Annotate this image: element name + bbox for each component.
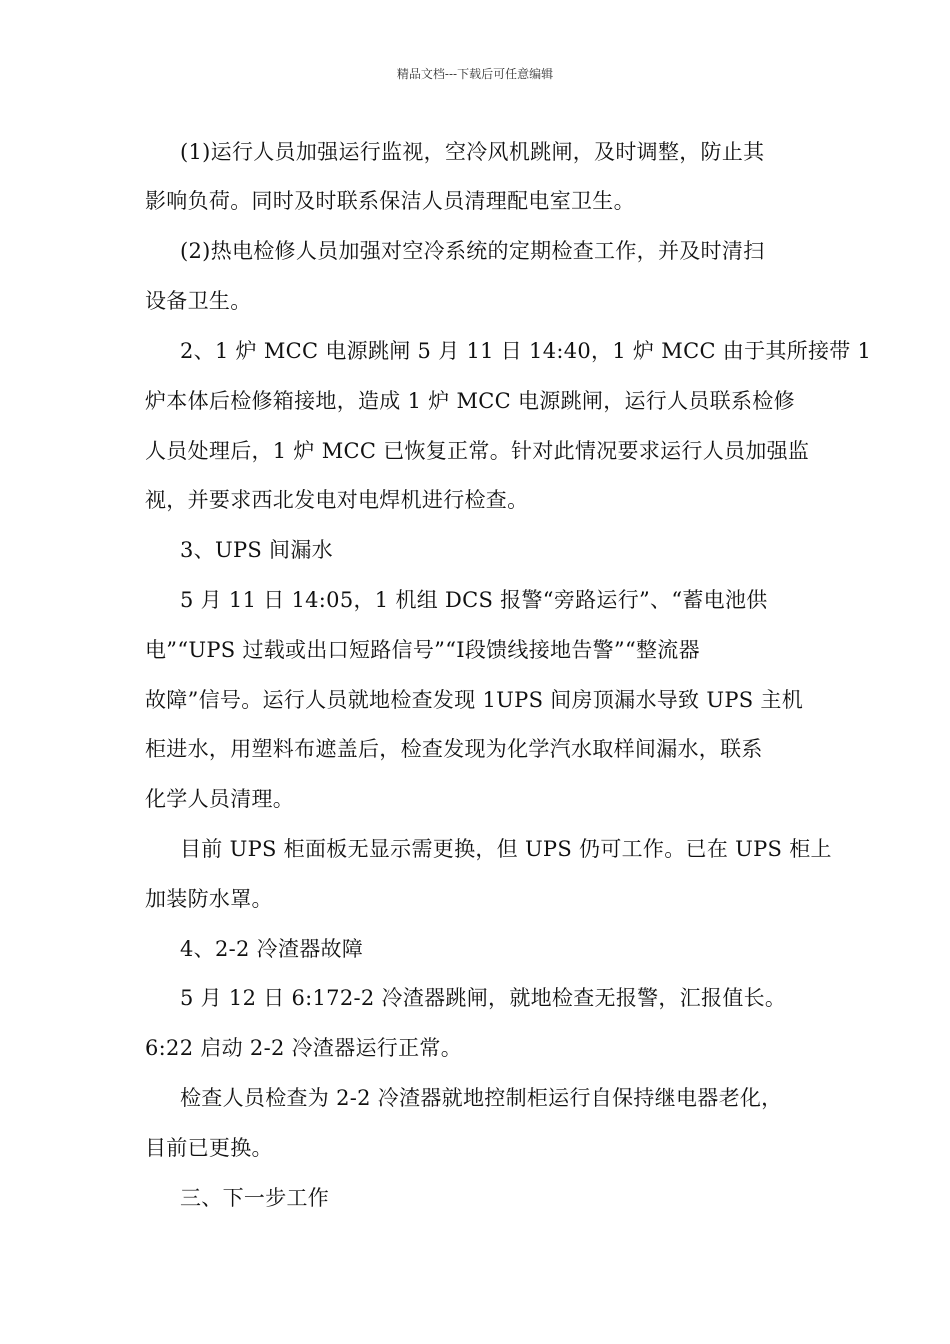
paragraph-line: 检查人员检查为 2-2 冷渣器就地控制柜运行自保持继电器老化， [180, 1086, 783, 1110]
paragraph-line: 化学人员清理。 [145, 787, 295, 811]
paragraph-line: (1)运行人员加强运行监视，空冷风机跳闸，及时调整，防止其 [180, 140, 765, 164]
paragraph-line: 2、1 炉 MCC 电源跳闸 5 月 11 日 14:40，1 炉 MCC 由于其所接带 1 [180, 339, 872, 363]
paragraph-line: 5 月 11 日 14:05，1 机组 DCS 报警“旁路运行”、“蓄电池供 [180, 588, 768, 612]
paragraph-line: 影响负荷。同时及时联系保洁人员清理配电室卫生。 [145, 189, 635, 213]
section-heading: 三、下一步工作 [180, 1186, 330, 1210]
paragraph-line: 6:22 启动 2-2 冷渣器运行正常。 [145, 1036, 462, 1060]
paragraph-line: (2)热电检修人员加强对空冷系统的定期检查工作，并及时清扫 [180, 239, 765, 263]
page-header: 精品文档---下载后可任意编辑 [396, 67, 554, 81]
paragraph-line: 电”“UPS 过载或出口短路信号”“Ⅰ段馈线接地告警”“整流器 [145, 638, 700, 662]
paragraph-line: 设备卫生。 [145, 289, 252, 313]
paragraph-line: 人员处理后，1 炉 MCC 已恢复正常。针对此情况要求运行人员加强监 [145, 439, 810, 463]
section-heading: 3、UPS 间漏水 [180, 538, 333, 562]
paragraph-line: 5 月 12 日 6:172-2 冷渣器跳闸，就地检查无报警，汇报值长。 [180, 986, 787, 1010]
section-heading: 4、2-2 冷渣器故障 [180, 937, 364, 961]
paragraph-line: 柜进水，用塑料布遮盖后，检查发现为化学汽水取样间漏水，联系 [145, 737, 763, 761]
paragraph-line: 炉本体后检修箱接地，造成 1 炉 MCC 电源跳闸，运行人员联系检修 [145, 389, 795, 413]
paragraph-line: 加装防水罩。 [145, 887, 273, 911]
paragraph-line: 视，并要求西北发电对电焊机进行检查。 [145, 488, 529, 512]
paragraph-line: 目前已更换。 [145, 1136, 273, 1160]
paragraph-line: 故障”信号。运行人员就地检查发现 1UPS 间房顶漏水导致 UPS 主机 [145, 688, 804, 712]
paragraph-line: 目前 UPS 柜面板无显示需更换，但 UPS 仍可工作。已在 UPS 柜上 [180, 837, 832, 861]
